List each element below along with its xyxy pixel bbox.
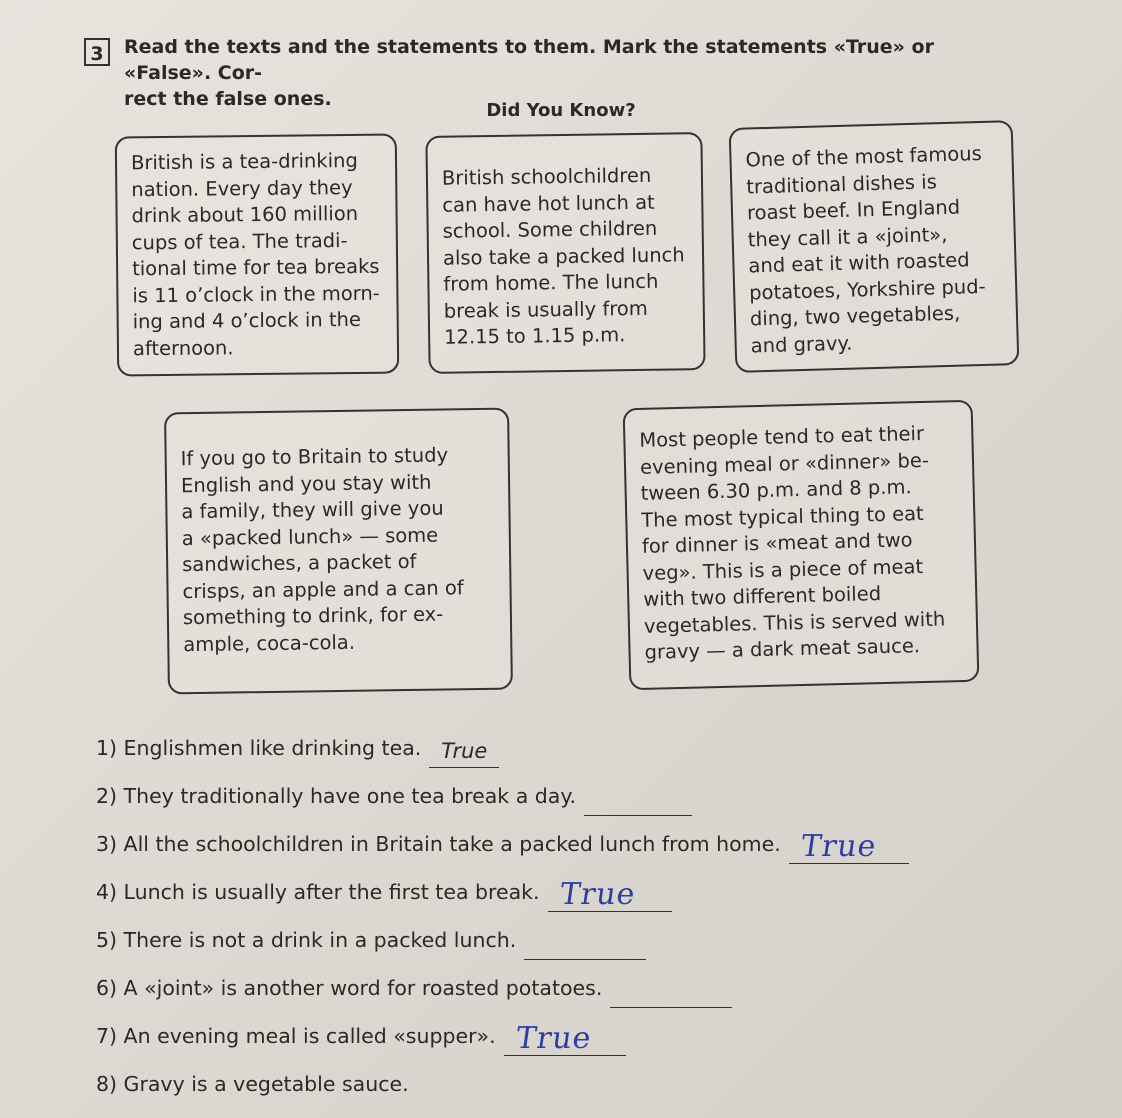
answer-blank[interactable] bbox=[504, 1023, 626, 1056]
statement-text: 1) Englishmen like drinking tea. bbox=[96, 736, 422, 760]
text-card-school-lunch: British schoolchildren can have hot lunch at school. Some children also take a packed lunch from home. The lunch break is usually from 12.15 to 1.15 p.m. bbox=[425, 132, 705, 374]
statement-text: 5) There is not a drink in a packed lunch. bbox=[96, 928, 517, 952]
answer-text: True bbox=[513, 1021, 594, 1056]
task-number-box: 3 bbox=[84, 38, 110, 66]
text-card-dinner: Most people tend to eat their evening meal or «dinner» be- tween 6.30 p.m. and 8 p.m. The most typical thing to eat for dinner is «meat and two veg». This is a piece of meat with two different boiled vegetables. This is served with gravy — a dark meat sauce. bbox=[623, 400, 980, 690]
answer-text: True bbox=[557, 877, 638, 912]
answer-text: True bbox=[798, 829, 879, 864]
statement-text: 2) They traditionally have one tea break a day. bbox=[96, 784, 577, 808]
statements-list bbox=[96, 728, 996, 1112]
statement-7 bbox=[96, 1016, 996, 1064]
answer-blank[interactable] bbox=[610, 975, 732, 1008]
answer-text: True bbox=[441, 739, 488, 763]
statement-4 bbox=[96, 872, 996, 920]
statement-2 bbox=[96, 776, 996, 824]
answer-blank[interactable] bbox=[429, 735, 499, 768]
statement-1 bbox=[96, 728, 996, 776]
statement-text: 7) An evening meal is called «supper». bbox=[96, 1024, 496, 1048]
statement-text: 8) Gravy is a vegetable sauce. bbox=[96, 1072, 409, 1096]
statement-3 bbox=[96, 824, 996, 872]
section-title-text: Did You Know? bbox=[486, 100, 636, 121]
statement-text: 4) Lunch is usually after the first tea break. bbox=[96, 880, 540, 904]
text-card-packed-lunch: If you go to Britain to study English and you stay with a family, they will give you a «packed lunch» — some sandwiches, a packet of crisps, an apple and a can of something to drink, for ex- ample, coca-cola. bbox=[164, 408, 513, 695]
task-instruction: Read the texts and the statements to them. Mark the statements «True» or «False». Cor- rect the false ones. bbox=[124, 36, 934, 110]
statement-text: 6) A «joint» is another word for roasted potatoes. bbox=[96, 976, 603, 1000]
statement-5 bbox=[96, 920, 996, 968]
statement-8 bbox=[96, 1064, 996, 1112]
text-card-tea: British is a tea-drinking nation. Every day they drink about 160 million cups of tea. The tradi- tional time for tea breaks is 11 o’clock in the morn- ing and 4 o’clock in the afternoon. bbox=[115, 134, 399, 377]
answer-blank[interactable] bbox=[524, 927, 646, 960]
statement-text: 3) All the schoolchildren in Britain take a packed lunch from home. bbox=[96, 832, 781, 856]
section-title bbox=[0, 100, 1122, 121]
answer-blank[interactable] bbox=[789, 831, 909, 864]
answer-blank[interactable] bbox=[548, 879, 672, 912]
answer-blank[interactable] bbox=[584, 783, 692, 816]
statement-6 bbox=[96, 968, 996, 1016]
text-card-roast-beef: One of the most famous traditional dishes is roast beef. In England they call it a «joint», and eat it with roasted potatoes, Yorkshire pud- ding, two vegetables, and gravy. bbox=[729, 120, 1020, 373]
